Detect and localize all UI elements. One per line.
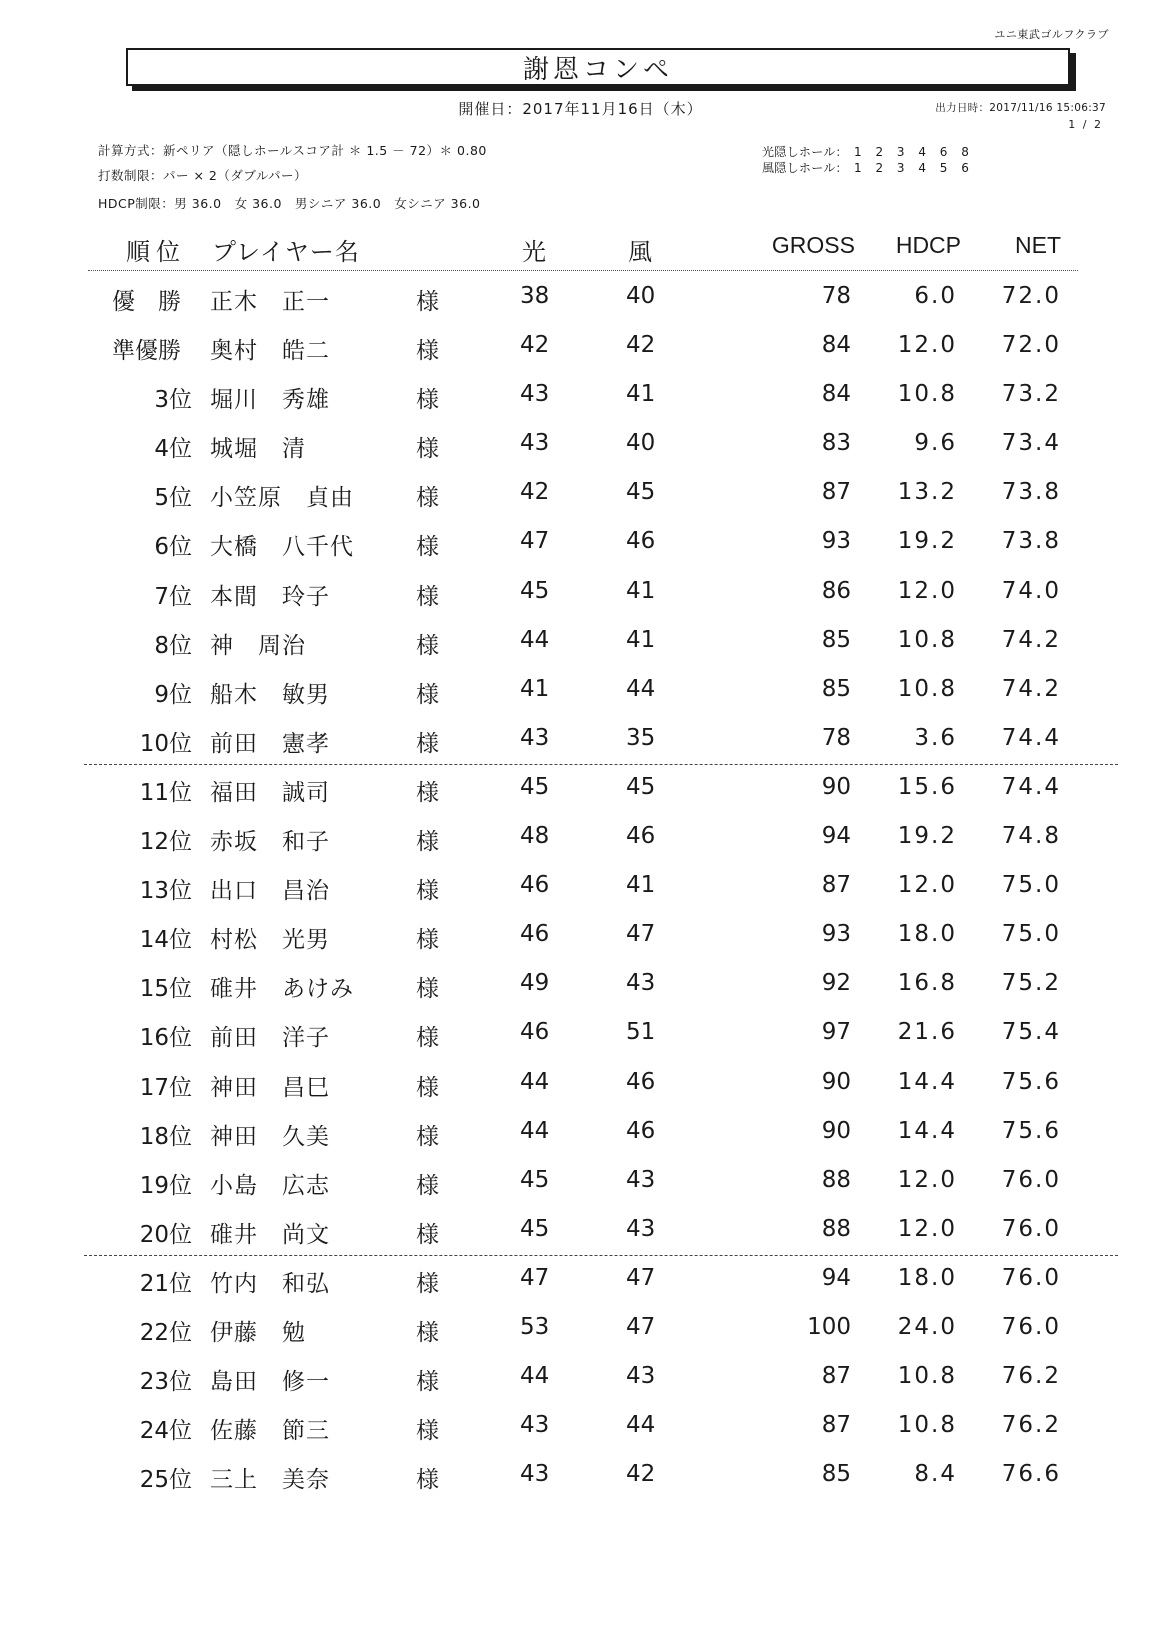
honorific-cell: 様 xyxy=(416,976,439,1003)
player-name-cell: 前田 洋子 xyxy=(210,1025,330,1052)
column-header-hdcp: HDCP xyxy=(895,232,961,258)
hikari-score-cell: 45 xyxy=(520,1166,550,1193)
gross-cell: 90 xyxy=(821,1117,851,1144)
hdcp-cell: 21.6 xyxy=(897,1019,957,1046)
gross-cell: 88 xyxy=(821,1166,851,1193)
table-row xyxy=(0,469,1161,518)
net-cell: 76.0 xyxy=(1001,1313,1061,1340)
player-name-cell: 神田 久美 xyxy=(210,1123,330,1150)
net-cell: 74.0 xyxy=(1001,577,1061,604)
honorific-cell: 様 xyxy=(416,387,439,414)
gross-cell: 84 xyxy=(821,381,851,408)
rank-cell: 4位 xyxy=(154,436,192,463)
player-name-cell: 伊藤 勉 xyxy=(210,1319,306,1346)
table-row xyxy=(0,1206,1161,1255)
net-cell: 73.8 xyxy=(1001,528,1061,555)
hikari-score-cell: 45 xyxy=(520,577,550,604)
table-row xyxy=(0,960,1161,1009)
honorific-cell: 様 xyxy=(416,534,439,561)
table-row xyxy=(0,1059,1161,1108)
net-cell: 73.4 xyxy=(1001,430,1061,457)
kaze-hidden-holes xyxy=(762,159,969,176)
net-cell: 75.2 xyxy=(1001,970,1061,997)
honorific-cell: 様 xyxy=(416,878,439,905)
hikari-score-cell: 45 xyxy=(520,1215,550,1242)
honorific-cell: 様 xyxy=(416,1369,439,1396)
column-header-player: プレイヤー名 xyxy=(212,238,360,266)
gross-cell: 84 xyxy=(821,332,851,359)
hdcp-cell: 12.0 xyxy=(897,1215,957,1242)
table-row xyxy=(0,764,1161,813)
hdcp-cell: 12.0 xyxy=(897,872,957,899)
hdcp-cell: 12.0 xyxy=(897,577,957,604)
hdcp-cell: 19.2 xyxy=(897,528,957,555)
rank-cell: 8位 xyxy=(154,632,192,659)
kaze-score-cell: 46 xyxy=(626,823,656,850)
column-header-hikari: 光 xyxy=(522,238,546,266)
gross-cell: 78 xyxy=(821,724,851,751)
kaze-score-cell: 41 xyxy=(626,872,656,899)
net-cell: 74.2 xyxy=(1001,675,1061,702)
honorific-cell: 様 xyxy=(416,1025,439,1052)
hikari-score-cell: 44 xyxy=(520,1068,550,1095)
honorific-cell: 様 xyxy=(416,436,439,463)
player-name-cell: 碓井 あけみ xyxy=(210,976,354,1003)
player-name-cell: 赤坂 和子 xyxy=(210,829,330,856)
kaze-hidden-values: 1 2 3 4 5 6 xyxy=(854,161,969,175)
net-cell: 76.2 xyxy=(1001,1412,1061,1439)
hikari-score-cell: 44 xyxy=(520,626,550,653)
net-cell: 75.0 xyxy=(1001,921,1061,948)
hikari-score-cell: 46 xyxy=(520,921,550,948)
rank-cell: 優 勝 xyxy=(112,289,181,315)
stroke-limit: 打数制限：パー × 2（ダブルパー） xyxy=(98,168,307,183)
table-row xyxy=(0,1304,1161,1353)
net-cell: 74.2 xyxy=(1001,626,1061,653)
hikari-score-cell: 48 xyxy=(520,823,550,850)
hikari-score-cell: 46 xyxy=(520,1019,550,1046)
honorific-cell: 様 xyxy=(416,485,439,512)
gross-cell: 100 xyxy=(807,1313,851,1340)
hikari-score-cell: 43 xyxy=(520,430,550,457)
kaze-score-cell: 41 xyxy=(626,381,656,408)
rank-cell: 24位 xyxy=(139,1418,192,1445)
rank-cell: 21位 xyxy=(139,1270,192,1297)
rank-cell: 16位 xyxy=(139,1025,192,1052)
net-cell: 75.6 xyxy=(1001,1117,1061,1144)
hdcp-cell: 16.8 xyxy=(897,970,957,997)
table-row xyxy=(0,371,1161,420)
honorific-cell: 様 xyxy=(416,829,439,856)
hdcp-cell: 13.2 xyxy=(897,479,957,506)
results-table xyxy=(0,273,1161,1500)
table-row xyxy=(0,273,1161,322)
kaze-score-cell: 45 xyxy=(626,479,656,506)
player-name-cell: 佐藤 節三 xyxy=(210,1418,330,1445)
kaze-score-cell: 51 xyxy=(626,1019,656,1046)
rank-cell: 6位 xyxy=(154,534,192,561)
gross-cell: 94 xyxy=(821,1264,851,1291)
honorific-cell: 様 xyxy=(416,927,439,954)
honorific-cell: 様 xyxy=(416,1123,439,1150)
player-name-cell: 神田 昌巳 xyxy=(210,1074,330,1101)
table-row xyxy=(0,1402,1161,1451)
hdcp-cell: 14.4 xyxy=(897,1068,957,1095)
hikari-hidden-label: 光隠しホール： xyxy=(762,145,848,159)
hdcp-cell: 10.8 xyxy=(897,626,957,653)
hdcp-cell: 24.0 xyxy=(897,1313,957,1340)
column-header-kaze: 風 xyxy=(628,238,652,266)
honorific-cell: 様 xyxy=(416,632,439,659)
hdcp-cell: 14.4 xyxy=(897,1117,957,1144)
player-name-cell: 碓井 尚文 xyxy=(210,1221,330,1248)
gross-cell: 85 xyxy=(821,675,851,702)
honorific-cell: 様 xyxy=(416,1418,439,1445)
player-name-cell: 城堀 清 xyxy=(210,436,306,463)
net-cell: 76.2 xyxy=(1001,1363,1061,1390)
kaze-score-cell: 43 xyxy=(626,1363,656,1390)
hikari-score-cell: 49 xyxy=(520,970,550,997)
honorific-cell: 様 xyxy=(416,1221,439,1248)
hdcp-cell: 15.6 xyxy=(897,773,957,800)
net-cell: 72.0 xyxy=(1001,283,1061,309)
gross-cell: 97 xyxy=(821,1019,851,1046)
player-name-cell: 島田 修一 xyxy=(210,1369,330,1396)
hikari-score-cell: 44 xyxy=(520,1117,550,1144)
table-row xyxy=(0,813,1161,862)
gross-cell: 94 xyxy=(821,823,851,850)
page-title: 謝恩コンペ xyxy=(522,54,673,85)
honorific-cell: 様 xyxy=(416,289,439,315)
hdcp-cell: 12.0 xyxy=(897,332,957,359)
gross-cell: 87 xyxy=(821,1363,851,1390)
player-name-cell: 出口 昌治 xyxy=(210,878,330,905)
gross-cell: 87 xyxy=(821,1412,851,1439)
column-header-gross: GROSS xyxy=(771,232,855,258)
honorific-cell: 様 xyxy=(416,1319,439,1346)
net-cell: 76.6 xyxy=(1001,1461,1061,1488)
table-row xyxy=(0,1255,1161,1304)
gross-cell: 87 xyxy=(821,479,851,506)
kaze-score-cell: 46 xyxy=(626,1117,656,1144)
net-cell: 76.0 xyxy=(1001,1215,1061,1242)
rank-cell: 17位 xyxy=(139,1074,192,1101)
column-header-net: NET xyxy=(1015,232,1061,258)
kaze-hidden-label: 風隠しホール： xyxy=(762,161,848,175)
hdcp-cell: 12.0 xyxy=(897,1166,957,1193)
net-cell: 75.4 xyxy=(1001,1019,1061,1046)
table-row xyxy=(0,568,1161,617)
hikari-score-cell: 43 xyxy=(520,724,550,751)
gross-cell: 93 xyxy=(821,921,851,948)
table-row xyxy=(0,1451,1161,1500)
honorific-cell: 様 xyxy=(416,1074,439,1101)
net-cell: 72.0 xyxy=(1001,332,1061,359)
hikari-score-cell: 47 xyxy=(520,528,550,555)
gross-cell: 85 xyxy=(821,1461,851,1488)
rank-cell: 22位 xyxy=(139,1319,192,1346)
table-row xyxy=(0,518,1161,567)
kaze-score-cell: 40 xyxy=(626,430,656,457)
rank-cell: 23位 xyxy=(139,1369,192,1396)
rank-cell: 13位 xyxy=(139,878,192,905)
rank-cell: 15位 xyxy=(139,976,192,1003)
hdcp-cell: 9.6 xyxy=(914,430,957,457)
hikari-score-cell: 42 xyxy=(520,479,550,506)
kaze-score-cell: 43 xyxy=(626,1215,656,1242)
table-row xyxy=(0,1353,1161,1402)
gross-cell: 87 xyxy=(821,872,851,899)
player-name-cell: 竹内 和弘 xyxy=(210,1270,330,1297)
hikari-score-cell: 43 xyxy=(520,381,550,408)
gross-cell: 88 xyxy=(821,1215,851,1242)
rank-cell: 5位 xyxy=(154,485,192,512)
honorific-cell: 様 xyxy=(416,1172,439,1199)
page-number: 1 / 2 xyxy=(1068,118,1103,131)
gross-cell: 78 xyxy=(821,283,851,309)
kaze-score-cell: 41 xyxy=(626,577,656,604)
hikari-hidden-holes xyxy=(762,143,969,160)
player-name-cell: 正木 正一 xyxy=(210,289,330,315)
club-name: ユニ東武ゴルフクラブ xyxy=(994,28,1109,41)
hdcp-cell: 10.8 xyxy=(897,1412,957,1439)
title-box xyxy=(126,48,1070,86)
hdcp-cell: 10.8 xyxy=(897,381,957,408)
kaze-score-cell: 46 xyxy=(626,1068,656,1095)
rank-cell: 14位 xyxy=(139,927,192,954)
kaze-score-cell: 42 xyxy=(626,1461,656,1488)
hikari-score-cell: 38 xyxy=(520,283,550,309)
gross-cell: 90 xyxy=(821,1068,851,1095)
player-name-cell: 小島 広志 xyxy=(210,1172,330,1199)
hikari-score-cell: 42 xyxy=(520,332,550,359)
rank-cell: 18位 xyxy=(139,1123,192,1150)
player-name-cell: 奥村 皓二 xyxy=(210,338,330,365)
hdcp-limit: HDCP制限：男 36.0 女 36.0 男シニア 36.0 女シニア 36.0 xyxy=(98,196,481,211)
kaze-score-cell: 46 xyxy=(626,528,656,555)
kaze-score-cell: 47 xyxy=(626,1313,656,1340)
header-rule xyxy=(88,270,1078,271)
honorific-cell: 様 xyxy=(416,1270,439,1297)
honorific-cell: 様 xyxy=(416,1467,439,1494)
net-cell: 74.8 xyxy=(1001,823,1061,850)
gross-cell: 85 xyxy=(821,626,851,653)
net-cell: 74.4 xyxy=(1001,773,1061,800)
hdcp-cell: 10.8 xyxy=(897,1363,957,1390)
rank-cell: 7位 xyxy=(154,583,192,610)
hdcp-cell: 19.2 xyxy=(897,823,957,850)
kaze-score-cell: 40 xyxy=(626,283,656,309)
hikari-score-cell: 41 xyxy=(520,675,550,702)
honorific-cell: 様 xyxy=(416,681,439,708)
net-cell: 73.8 xyxy=(1001,479,1061,506)
rank-cell: 19位 xyxy=(139,1172,192,1199)
honorific-cell: 様 xyxy=(416,730,439,757)
rank-cell: 10位 xyxy=(139,730,192,757)
calc-method: 計算方式：新ペリア（隠しホールスコア計 ＊ 1.5 － 72）＊ 0.80 xyxy=(98,143,487,158)
table-row xyxy=(0,1108,1161,1157)
gross-cell: 92 xyxy=(821,970,851,997)
honorific-cell: 様 xyxy=(416,583,439,610)
event-date: 開催日：2017年11月16日（木） xyxy=(458,100,703,118)
hdcp-cell: 8.4 xyxy=(914,1461,957,1488)
hikari-score-cell: 53 xyxy=(520,1313,550,1340)
player-name-cell: 三上 美奈 xyxy=(210,1467,330,1494)
gross-cell: 93 xyxy=(821,528,851,555)
table-row xyxy=(0,1009,1161,1058)
table-row xyxy=(0,617,1161,666)
kaze-score-cell: 47 xyxy=(626,1264,656,1291)
kaze-score-cell: 41 xyxy=(626,626,656,653)
hdcp-cell: 3.6 xyxy=(914,724,957,751)
hdcp-cell: 18.0 xyxy=(897,921,957,948)
table-row xyxy=(0,862,1161,911)
player-name-cell: 本間 玲子 xyxy=(210,583,330,610)
net-cell: 75.0 xyxy=(1001,872,1061,899)
column-header-rank: 順位 xyxy=(126,238,186,266)
hdcp-cell: 18.0 xyxy=(897,1264,957,1291)
kaze-score-cell: 43 xyxy=(626,1166,656,1193)
net-cell: 74.4 xyxy=(1001,724,1061,751)
gross-cell: 86 xyxy=(821,577,851,604)
rank-cell: 3位 xyxy=(154,387,192,414)
rank-cell: 20位 xyxy=(139,1221,192,1248)
kaze-score-cell: 43 xyxy=(626,970,656,997)
table-row xyxy=(0,715,1161,764)
player-name-cell: 前田 憲孝 xyxy=(210,730,330,757)
hikari-score-cell: 45 xyxy=(520,773,550,800)
gross-cell: 90 xyxy=(821,773,851,800)
hikari-score-cell: 44 xyxy=(520,1363,550,1390)
player-name-cell: 大橋 八千代 xyxy=(210,534,354,561)
hikari-score-cell: 47 xyxy=(520,1264,550,1291)
rank-cell: 9位 xyxy=(154,681,192,708)
kaze-score-cell: 47 xyxy=(626,921,656,948)
rank-cell: 11位 xyxy=(139,779,192,806)
rank-cell: 準優勝 xyxy=(112,338,181,365)
net-cell: 76.0 xyxy=(1001,1166,1061,1193)
table-row xyxy=(0,322,1161,371)
table-row xyxy=(0,911,1161,960)
player-name-cell: 神 周治 xyxy=(210,632,306,659)
kaze-score-cell: 35 xyxy=(626,724,656,751)
honorific-cell: 様 xyxy=(416,779,439,806)
net-cell: 73.2 xyxy=(1001,381,1061,408)
player-name-cell: 船木 敏男 xyxy=(210,681,330,708)
net-cell: 75.6 xyxy=(1001,1068,1061,1095)
table-row xyxy=(0,666,1161,715)
hdcp-cell: 10.8 xyxy=(897,675,957,702)
hikari-score-cell: 43 xyxy=(520,1412,550,1439)
kaze-score-cell: 44 xyxy=(626,1412,656,1439)
gross-cell: 83 xyxy=(821,430,851,457)
player-name-cell: 福田 誠司 xyxy=(210,779,330,806)
hikari-score-cell: 43 xyxy=(520,1461,550,1488)
player-name-cell: 小笠原 貞由 xyxy=(210,485,354,512)
hdcp-cell: 6.0 xyxy=(914,283,957,309)
rank-cell: 25位 xyxy=(139,1467,192,1494)
kaze-score-cell: 45 xyxy=(626,773,656,800)
rank-cell: 12位 xyxy=(139,829,192,856)
hikari-score-cell: 46 xyxy=(520,872,550,899)
honorific-cell: 様 xyxy=(416,338,439,365)
player-name-cell: 村松 光男 xyxy=(210,927,330,954)
net-cell: 76.0 xyxy=(1001,1264,1061,1291)
kaze-score-cell: 44 xyxy=(626,675,656,702)
kaze-score-cell: 42 xyxy=(626,332,656,359)
table-row xyxy=(0,420,1161,469)
hikari-hidden-values: 1 2 3 4 6 8 xyxy=(854,145,969,159)
table-row xyxy=(0,1157,1161,1206)
output-timestamp: 出力日時：2017/11/16 15:06:37 xyxy=(935,102,1106,114)
player-name-cell: 堀川 秀雄 xyxy=(210,387,330,414)
